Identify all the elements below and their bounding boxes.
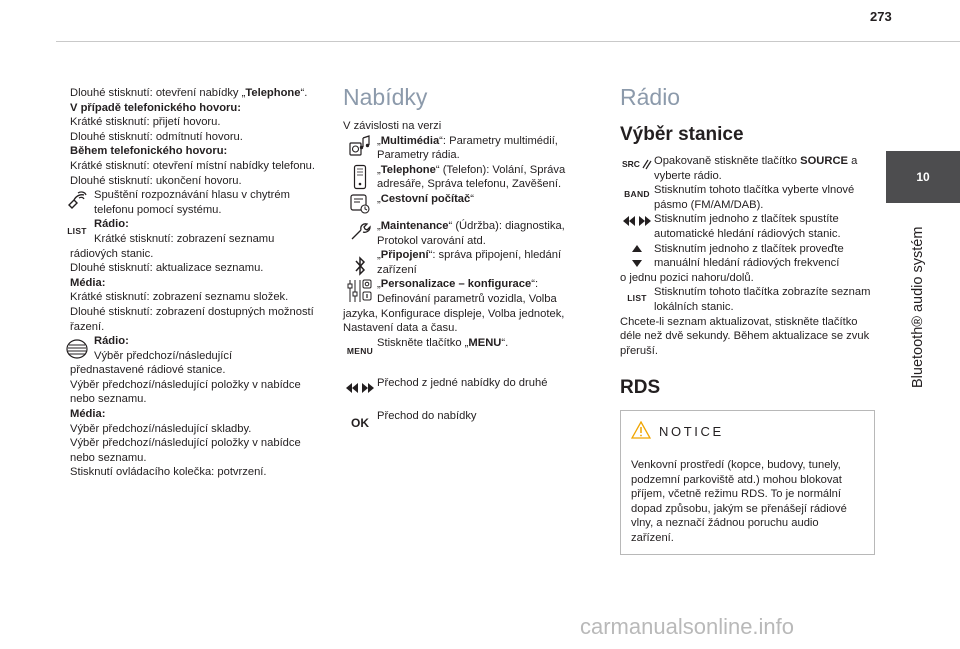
radio-title: Rádio [620,84,681,110]
wheel-radio-heading: Rádio: [94,335,129,348]
wheel-radio-first: Výběr předchozí/následující [94,349,233,362]
notice-text: Venkovní prostředí (kopce, budovy, tunely, podzemní parkoviště atd.) mohou blokovat příjem, včetně režimu RDS. To je normální dopad způsobu, jakým se přenášejí rádiové vlny, a neznačí žádnou poruchu audio zařízení. [631,458,847,544]
menu-button-row: MENU Stiskněte tlačítko „MENU“. [343,336,578,359]
list-radio-short-first: Krátké stisknutí: zobrazení seznamu [94,232,275,245]
list-button-icon: LIST [627,293,647,304]
station-select-heading: Výběr stanice [620,124,744,145]
wheel-media-t2: Výběr předchozí/následující položky v nabídce nebo seznamu. [70,437,301,464]
menus-intro: V závislosti na verzi [343,120,442,132]
ok-button-icon: OK [351,416,369,431]
list-row-radio: LIST Stisknutím tohoto tlačítka zobrazíte seznam lokálních stanic. [620,285,875,314]
menus-title: Nabídky [343,84,428,110]
chapter-tab[interactable]: 10 [886,151,960,203]
menu-telephone-row: „Telephone“ (Telefon): Volání, Správa adresáře, Správa telefonu, Zavěšení. [343,163,578,192]
voice-command-icon [60,188,94,211]
chapter-title: Bluetooth® audio systém [910,226,926,388]
wheel-row [60,334,328,363]
wrench-icon [343,219,377,242]
heading-during-call: V případě telefonického hovoru: [70,101,241,114]
source-row: SRC Opakovaně stiskněte tlačítko SOURCE a vyberte rádio. [622,155,858,182]
update-text: Chcete-li seznam aktualizovat, stiskněte tlačítko déle než dvě sekundy. Během aktualizace se zvuk přeruší. [620,315,870,357]
wheel-radio-t2: Výběr předchozí/následující položky v nabídce nebo seznamu. [70,378,301,406]
wheel-media-heading: Média: [70,408,106,421]
notice-title: NOTICE [659,424,724,440]
text-short-accept: Krátké stisknutí: přijetí hovoru. [70,116,221,129]
personal-cont: jazyka, Konfigurace displeje, Volba jednotek, Nastavení data a času. [343,307,565,335]
wheel-media-t1: Výběr předchozí/následující skladby. [70,422,252,435]
wheel-radio-cont: přednastavené rádiové stanice. [70,364,226,377]
seek-row: Stisknutím jednoho z tlačítek spustíte automatické hledání rádiových stanic. [620,212,875,241]
prev-next-arrows-icon [343,376,377,393]
manual-row: Stisknutím jednoho z tlačítek proveďte manuální hledání rádiových frekvencí [620,242,875,271]
menu-connections-row: „Připojení“: správa připojení, hledání zařízení [343,248,578,277]
menu-personal-row: „Personalizace – konfigurace“: Definování parametrů vozidla, Volba [343,277,578,306]
watermark: carmanualsonline.info [580,614,795,639]
prevnext-row: Přechod z jedné nabídky do druhé [343,376,578,393]
text-long-reject: Dlouhé stisknutí: odmítnutí hovoru. [70,130,243,143]
list-media-long: Dlouhé stisknutí: zobrazení dostupných možností řazení. [70,305,314,333]
list-media-short: Krátké stisknutí: zobrazení seznamu složek. [70,291,289,304]
notice-box [620,410,875,555]
menu-computer-row: „Cestovní počítač“ [343,192,578,215]
text-long-end: Dlouhé stisknutí: ukončení hovoru. [70,174,242,187]
list-radio-heading: Rádio: [94,218,129,231]
text-short-local-menu: Krátké stisknutí: otevření místní nabídky telefonu. [70,159,316,172]
trip-computer-icon [343,192,377,215]
list-radio-short-cont: rádiových stanic. [70,247,154,260]
up-down-arrows-icon [620,242,654,267]
bluetooth-icon [343,248,377,276]
multimedia-icon [343,134,377,157]
thumbwheel-icon [60,334,94,361]
menu-maintenance-row: „Maintenance“ (Údržba): diagnostika, Protokol varování atd. [343,219,578,248]
rds-heading: RDS [620,377,661,399]
source-button-icon [620,154,654,171]
voice-text: Spuštění rozpoznávání hlasu v chytrém telefonu pomocí systému. [94,189,290,216]
telephone-icon [343,163,377,190]
settings-icon [343,277,377,304]
column-radio [620,83,875,555]
list-row [60,217,328,246]
column-controls [67,86,328,480]
band-button-icon: BAND [624,189,650,200]
band-row: BAND Stisknutím tohoto tlačítka vyberte vlnové pásmo (FM/AM/DAB). [620,183,875,212]
svg-text:SRC: SRC [622,159,640,169]
heading-in-call: Během telefonického hovoru: [70,145,228,158]
warning-icon [631,421,651,444]
top-divider [56,41,960,42]
list-radio-long: Dlouhé stisknutí: aktualizace seznamu. [70,262,264,275]
ok-row: OK Přechod do nabídky [343,409,578,431]
page-number: 273 [870,9,892,24]
menu-multimedia-row: „Multimédia“: Parametry multimédií, Parametry rádia. [343,134,578,163]
voice-row [60,188,328,217]
seek-arrows-icon [620,212,654,226]
menu-button-icon: MENU [346,345,374,356]
para-long-press-telephone: Dlouhé stisknutí: otevření nabídky „Telephone“. [70,87,308,99]
wheel-press: Stisknutí ovládacího kolečka: potvrzení. [70,466,267,479]
list-icon: LIST [67,226,87,237]
manual-cont: o jednu pozici nahoru/dolů. [620,271,754,284]
list-media-heading: Média: [70,276,106,289]
column-menus [343,83,578,431]
